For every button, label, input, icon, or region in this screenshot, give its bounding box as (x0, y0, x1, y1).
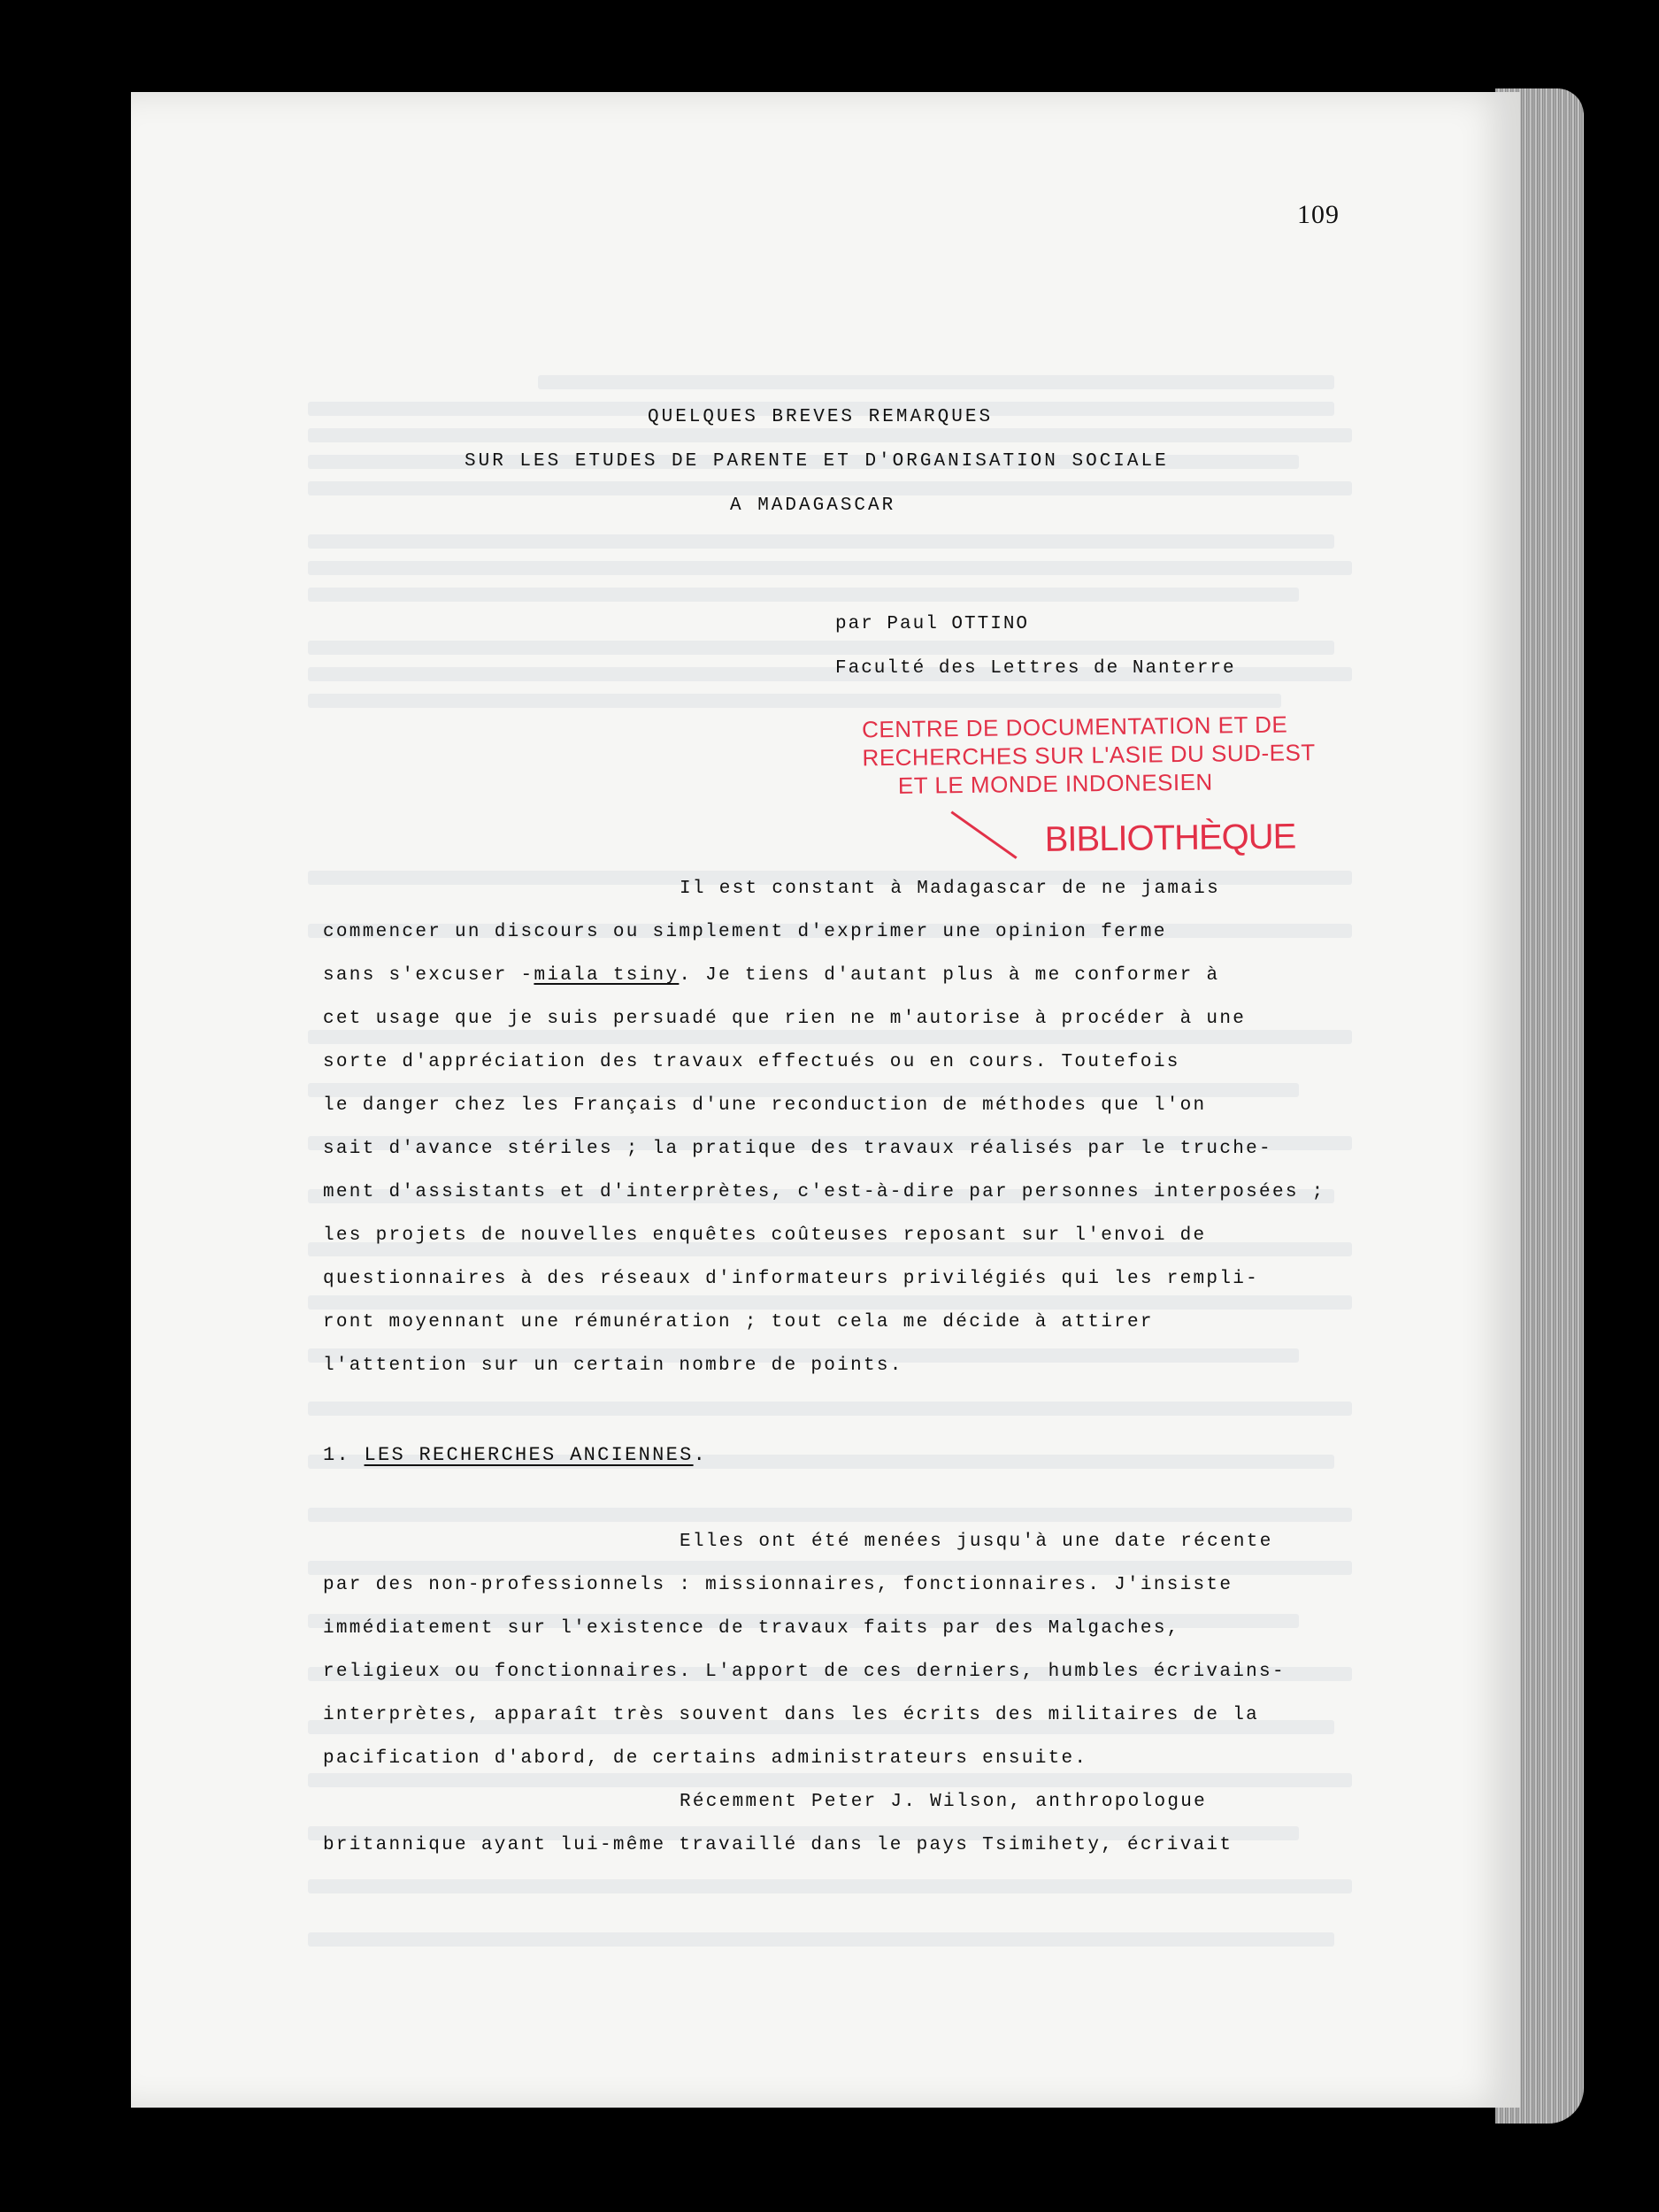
stamp-line-1: CENTRE DE DOCUMENTATION ET DE (861, 710, 1288, 743)
paragraph-1-line-10: questionnaires à des réseaux d'informateurs privilégiés qui les rempli- (323, 1269, 1260, 1289)
paragraph-3-line-1: Récemment Peter J. Wilson, anthropologue (680, 1792, 1208, 1812)
paragraph-1-line-1: Il est constant à Madagascar de ne jamais (680, 879, 1220, 899)
malagasy-term: miala tsiny (534, 965, 680, 986)
title-line-1: QUELQUES BREVES REMARQUES (648, 407, 994, 427)
paragraph-1-line-3: sans s'excuser -miala tsiny. Je tiens d'autant plus à me conformer à (323, 965, 1220, 986)
section-heading: 1. LES RECHERCHES ANCIENNES. (323, 1444, 708, 1466)
paragraph-1-line-2: commencer un discours ou simplement d'exprimer une opinion ferme (323, 922, 1167, 942)
paragraph-1-line-4: cet usage que je suis persuadé que rien ne m'autorise à procéder à une (323, 1009, 1247, 1029)
stamp-stroke-mark (950, 810, 1017, 858)
paragraph-1-line-5: sorte d'appréciation des travaux effectués ou en cours. Toutefois (323, 1052, 1180, 1072)
paragraph-2-line-6: pacification d'abord, de certains administrateurs ensuite. (323, 1748, 1088, 1769)
paragraph-2-line-5: interprètes, apparaît très souvent dans les écrits des militaires de la (323, 1705, 1260, 1725)
paragraph-1-line-8: ment d'assistants et d'interprètes, c'est-à-dire par personnes interposées ; (323, 1182, 1325, 1202)
paragraph-2-line-3: immédiatement sur l'existence de travaux faits par des Malgaches, (323, 1618, 1180, 1639)
title-line-3: A MADAGASCAR (730, 495, 896, 516)
paragraph-1-line-9: les projets de nouvelles enquêtes coûteuses reposant sur l'envoi de (323, 1225, 1207, 1246)
library-stamp (862, 710, 1359, 867)
section-number: 1. (323, 1444, 351, 1466)
page-number: 109 (1297, 200, 1340, 229)
title-line-2: SUR LES ETUDES DE PARENTE ET D'ORGANISATION SOCIALE (465, 451, 1169, 472)
paragraph-2-line-4: religieux ou fonctionnaires. L'apport de ces derniers, humbles écrivains- (323, 1662, 1286, 1682)
paragraph-1-line-11: ront moyennant une rémunération ; tout cela me décide à attirer (323, 1312, 1154, 1333)
stamp-line-3: ET LE MONDE INDONESIEN (897, 768, 1213, 799)
author-name: par Paul OTTINO (835, 614, 1030, 634)
paragraph-1-line-6: le danger chez les Français d'une reconduction de méthodes que l'on (323, 1095, 1207, 1116)
paragraph-1-line-7: sait d'avance stériles ; la pratique des travaux réalisés par le truche- (323, 1139, 1272, 1159)
paragraph-2-line-1: Elles ont été menées jusqu'à une date récente (680, 1532, 1273, 1552)
stamp-line-2: RECHERCHES SUR L'ASIE DU SUD-EST (862, 739, 1316, 772)
paragraph-2-line-2: par des non-professionnels : missionnaires, fonctionnaires. J'insiste (323, 1575, 1233, 1595)
stamp-title: BIBLIOTHÈQUE (1044, 817, 1296, 859)
author-affiliation: Faculté des Lettres de Nanterre (835, 658, 1236, 679)
paragraph-3-line-2: britannique ayant lui-même travaillé dans le pays Tsimihety, écrivait (323, 1835, 1233, 1855)
paragraph-1-line-12: l'attention sur un certain nombre de points. (323, 1356, 903, 1376)
section-title: LES RECHERCHES ANCIENNES (364, 1444, 694, 1466)
